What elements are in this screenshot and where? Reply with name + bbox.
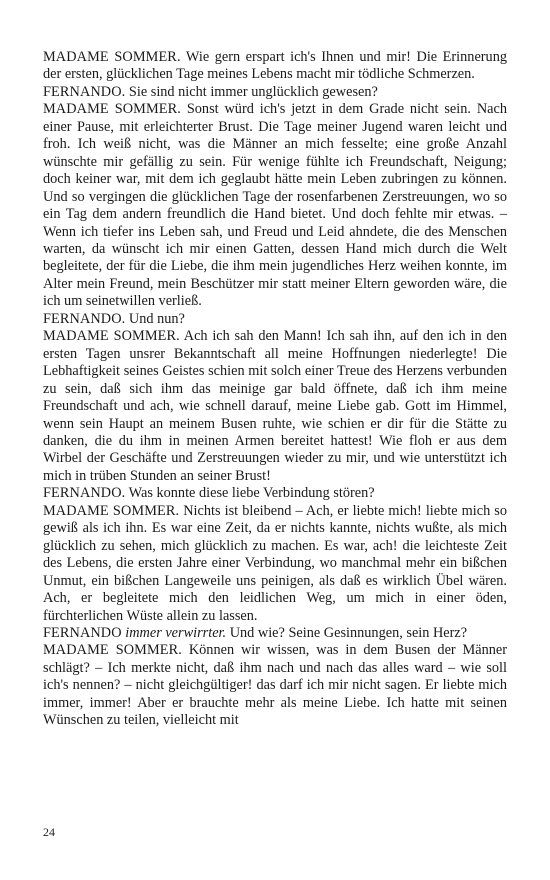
dialogue-paragraph-6: [43, 485, 507, 502]
dialogue-text: Sie sind nicht immer unglücklich gewesen?: [128, 83, 378, 100]
speaker-name: MADAME SOMMER.: [43, 642, 182, 659]
speaker-name: MADAME SOMMER.: [43, 101, 181, 118]
speaker-name: FERNANDO.: [43, 485, 126, 502]
dialogue-text: Und wie? Seine Gesinnungen, sein Herz?: [229, 624, 468, 641]
dialogue-text: Nichts ist bleibend – Ach, er liebte mich! liebte mich so gewiß als ich ihn. Es war eine Zeit, da er nichts kannte, nichts wußte, als mich glücklich zu sehen, mich glücklich zu machen. Es war, ach! die leichteste Zeit des Lebens, die ersten Jahre einer Verbindung, wo manchmal mehr ein bißchen Unmut, ein bißchen Langeweile uns peinigen, als daß es wirklich Übel wären. Ach, er begleitete mich den leidlichen Weg, um mich in einer öden, fürchterlichen Wüste allein zu lassen.: [43, 502, 508, 624]
dialogue-text: Können wir wissen, was in dem Busen der Männer schlägt? – Ich merkte nicht, daß ihm nach und nach das alles ward – wie soll ich's nennen? – nicht gleichgültiger! das darf ich mir nicht sagen. Er liebte mich immer, immer! Aber er brauchte mehr als meine Liebe. Ich hatte mit seinen Wünschen zu teilen, vielleicht mit: [43, 642, 508, 729]
page-number: 24: [43, 825, 55, 839]
speaker-name: FERNANDO.: [43, 310, 126, 327]
dialogue-text: Was konnte diese liebe Verbindung stören?: [128, 485, 375, 502]
dialogue-paragraph-5: [43, 328, 507, 485]
speaker-name: MADAME SOMMER.: [43, 502, 180, 519]
drama-text: [43, 49, 507, 730]
speaker-name: MADAME SOMMER.: [43, 328, 180, 345]
dialogue-paragraph-9: [43, 642, 507, 729]
stage-direction: immer verwirrter.: [125, 624, 227, 641]
dialogue-paragraph-3: [43, 101, 507, 310]
dialogue-paragraph-8: [43, 625, 507, 642]
speaker-name: FERNANDO.: [43, 83, 126, 100]
speaker-name: MADAME SOMMER.: [43, 49, 181, 65]
dialogue-paragraph-1: [43, 49, 507, 84]
dialogue-paragraph-7: [43, 503, 507, 625]
dialogue-text: Und nun?: [128, 310, 185, 327]
dialogue-paragraph-4: [43, 311, 507, 328]
dialogue-text: Ach ich sah den Mann! Ich sah ihn, auf den ich in den ersten Tagen unsrer Bekanntschaft all meine Hoffnungen niederlegte! Die Lebhaftigkeit seines Geistes schien mit solch einer Treue des Herzens verbunden zu sein, daß sich ihm das meinige gar bald öffnete, daß ich ihm meine Freundschaft und ach, wie schnell darauf, meine Liebe gab. Gott im Himmel, wenn sein Haupt an meinem Busen ruhte, wie schien er dir für die Stätte zu danken, die du ihm in meinen Armen bereitet hattest! Wie floh er aus dem Wirbel der Geschäfte und Zerstreuungen wieder zu mir, und wie unterstützt ich mich in trüben Stunden an seiner Brust!: [43, 328, 507, 484]
dialogue-text: Wie gern erspart ich's Ihnen und mir! Die Erinnerung der ersten, glücklichen Tage meines Lebens macht mir tödliche Schmerzen.: [43, 49, 507, 83]
speaker-name: FERNANDO: [43, 624, 122, 641]
dialogue-text: Sonst würd ich's jetzt in dem Grade nicht sein. Nach einer Pause, mit erleichterter Brust. Die Tage meiner Jugend waren leicht und froh. Ich weiß nicht, was die Männer an mich fesselte; eine große Anzahl wünschte mir gefällig zu sein. Für wenige fühlte ich Freundschaft, Neigung; doch keiner war, mit dem ich geglaubt hätte mein Leben zubringen zu können. Und so vergingen die glücklichen Tage der rosenfarbenen Zerstreuungen, wo so ein Tag dem andern freundlich die Hand bietet. Und doch fehlte mir etwas. – Wenn ich tiefer ins Leben sah, und Freud und Leid ahndete, die des Menschen warten, da wünscht ich mir einen Gatten, dessen Hand mich durch die Welt begleitete, der für die Liebe, die ihm mein jugendliches Herz weihen konnte, im Alter mein Freund, mein Beschützer mir statt meiner Eltern geworden wäre, die ich um seinetwillen verließ.: [43, 101, 508, 310]
dialogue-paragraph-2: [43, 84, 507, 101]
